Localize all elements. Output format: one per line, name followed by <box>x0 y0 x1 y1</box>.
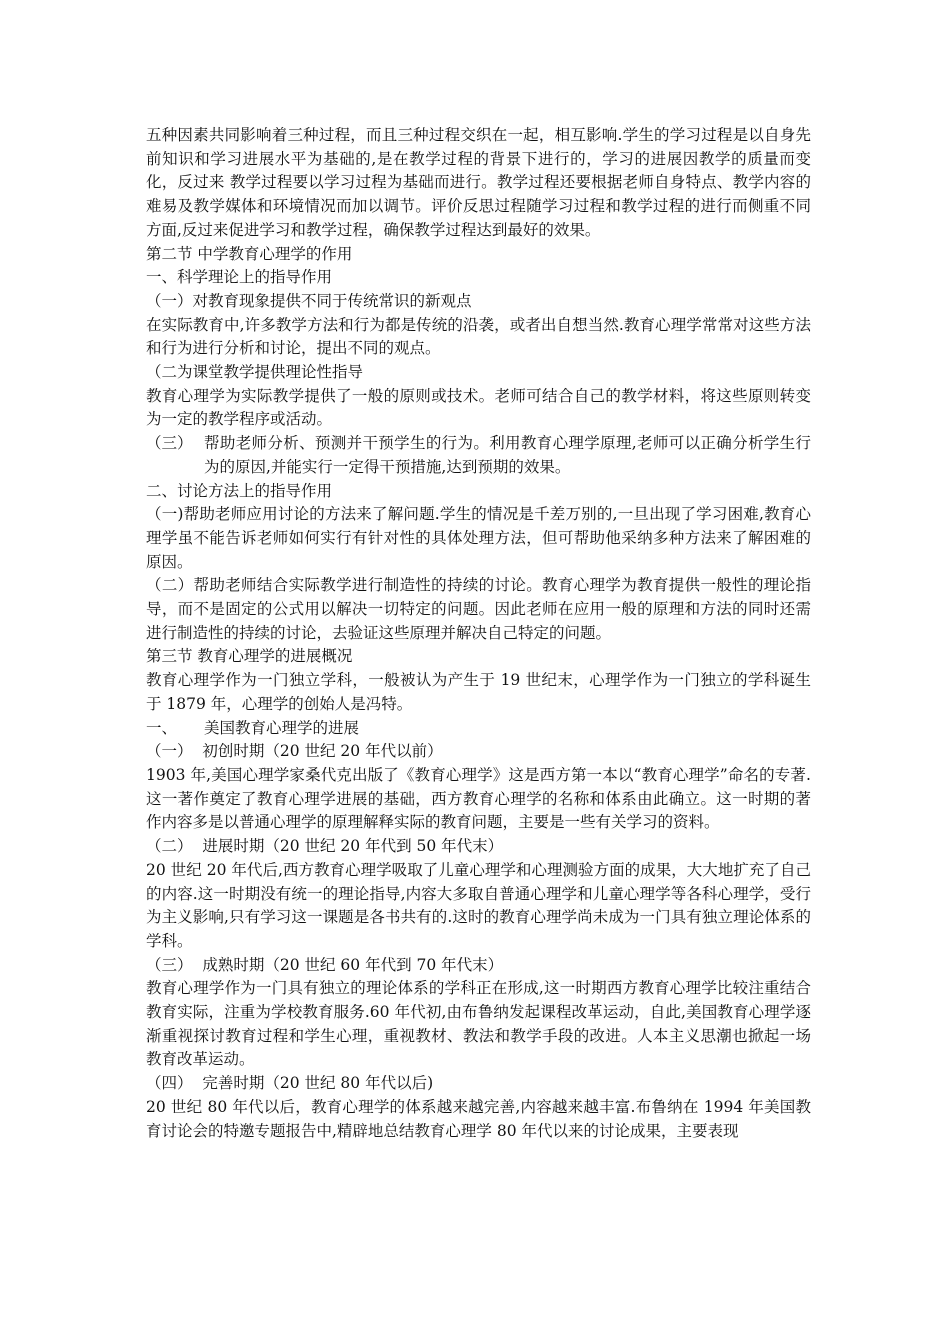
paragraph-development-period: 20 世纪 20 年代后,西方教育心理学吸取了儿童心理学和心理测验方面的成果，大大地扩充了自己的内容.这一时期没有统一的理论指导,内容大多取自普通心理学和儿童心理学等各科心理学，受行为主义影响,只有学习这一课题是各书共有的.这时的教育心理学尚未成为一门具有独立理论体系的学科。 <box>146 860 811 950</box>
paragraph-creative-research: （二）帮助老师结合实际教学进行制造性的持续的讨论。教育心理学为教育提供一般性的理论指导，而不是固定的公式用以解决一切特定的问题。因此老师在应用一般的原理和方法的同时还需进行制造性的持续的讨论，去验证这些原理并解决自己特定的问题。 <box>146 576 811 642</box>
paragraph-initial-period: 1903 年,美国心理学家桑代克出版了《教育心理学》这是西方第一本以“教育心理学”命名的专著.这一著作奠定了教育心理学进展的基础，西方教育心理学的名称和体系由此确立。这一时期的著作内容多是以普通心理学的原理解释实际的教育问题，主要是一些有关学习的资料。 <box>146 765 811 832</box>
subheading-development-period: （二） 进展时期（20 世纪 20 年代到 50 年代末） <box>146 837 504 856</box>
paragraph-mature-period: 教育心理学作为一门具有独立的理论体系的学科正在形成,这一时期西方教育心理学比较注重结合教育实际，注重为学校教育服务.60 年代初,由布鲁纳发起课程改革运动，自此,美国教育心理学逐渐重视探讨教育过程和学生心理，重视教材、教法和教学手段的改进。人本主义思潮也掀起一场教育改革运动。 <box>146 979 811 1069</box>
paragraph-classroom-guidance: 教育心理学为实际教学提供了一般的原则或技术。老师可结合自己的教学材料，将这些原则转变为一定的教学程序或活动。 <box>146 386 811 429</box>
heading-number: 一、 <box>146 718 178 737</box>
heading-us-development <box>146 717 811 741</box>
heading-text: 美国教育心理学的进展 <box>204 718 360 737</box>
list-item-predict-behavior <box>146 432 811 479</box>
section-heading-3: 第三节 教育心理学的进展概况 <box>146 647 353 666</box>
list-item-number: （三） <box>146 434 193 453</box>
heading-theory-guidance: 一、科学理论上的指导作用 <box>146 268 333 287</box>
paragraph-perfecting-period: 20 世纪 80 年代以后，教育心理学的体系越来越完善,内容越来越丰富.布鲁纳在 1994 年美国教育讨论会的特邀专题报告中,精辟地总结教育心理学 80 年代以来的讨论成果，主要表现 <box>146 1097 811 1140</box>
subheading-initial-period: （一） 初创时期（20 世纪 20 年代以前） <box>146 742 443 761</box>
subheading-perfecting-period: （四） 完善时期（20 世纪 80 年代以后) <box>146 1074 434 1093</box>
paragraph-new-views: 在实际教育中,许多教学方法和行为都是传统的沿袭，或者出自想当然.教育心理学常常对这些方法和行为进行分析和讨论，提出不同的观点。 <box>146 315 811 358</box>
heading-method-guidance: 二、讨论方法上的指导作用 <box>146 481 333 500</box>
section-heading-2: 第二节 中学教育心理学的作用 <box>146 244 353 263</box>
paragraph-origin: 教育心理学作为一门独立学科，一般被认为产生于 19 世纪末，心理学作为一门独立的学科诞生于 1879 年，心理学的创始人是冯特。 <box>146 671 811 713</box>
paragraph-understand-problems: （一)帮助老师应用讨论的方法来了解问题.学生的情况是千差万别的,一旦出现了学习困难,教育心理学虽不能告诉老师如何实行有针对性的具体处理方法，但可帮助他采纳多种方法来了解困难的原因。 <box>146 505 811 571</box>
subheading-new-views: （一）对教育现象提供不同于传统常识的新观点 <box>146 291 472 310</box>
subheading-mature-period: （三） 成熟时期（20 世纪 60 年代到 70 年代末） <box>146 955 504 974</box>
paragraph-interaction: 五种因素共同影响着三种过程，而且三种过程交织在一起，相互影响.学生的学习过程是以自身先前知识和学习进展水平为基础的,是在教学过程的背景下进行的，学习的进展因教学的质量而变化，反过来 教学过程要以学习过程为基础而进行。教学过程还要根据老师自身特点、教学内容的难易及教学媒体和环境情况而加以调节。评价反思过程随学习过程和教学过程的进行而侧重不同方面,反过来促进学习和教学过程，确保教学过程达到最好的效果。 <box>146 126 811 239</box>
subheading-classroom-guidance: （二为课堂教学提供理论性指导 <box>146 363 364 382</box>
document-page <box>146 124 811 1143</box>
list-item-text: 帮助老师分析、预测并干预学生的行为。利用教育心理学原理,老师可以正确分析学生行为的原因,并能实行一定得干预措施,达到预期的效果。 <box>204 434 811 476</box>
